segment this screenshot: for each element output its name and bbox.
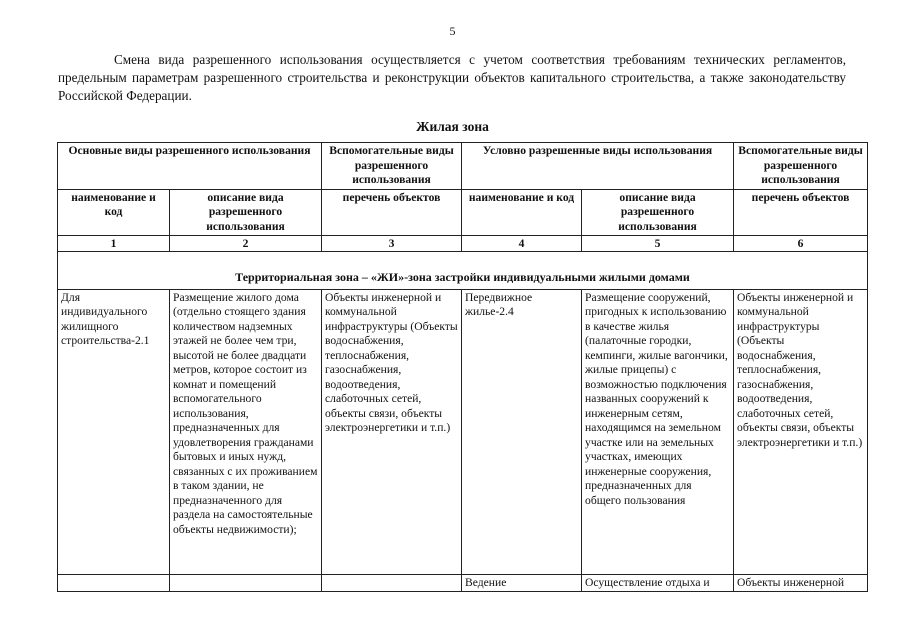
aux-objects-cell	[322, 574, 462, 591]
main-use-name-cell: Для индивидуального жилищного строительства-2.1	[58, 289, 170, 574]
subheader-cell: наименование и код	[58, 189, 170, 236]
subheader-cell: перечень объектов	[322, 189, 462, 236]
column-number: 4	[462, 236, 582, 252]
table-header-row	[58, 143, 868, 190]
main-use-name-cell	[58, 574, 170, 591]
table-row	[58, 289, 868, 574]
subheader-cell: описание вида разрешенного использования	[582, 189, 734, 236]
conditional-use-description-cell: Размещение сооружений, пригодных к использованию в качестве жилья (палаточные городки, кемпинги, жилые вагончики, жилые прицепы) с возможностью подключения названных сооружений к инженерным сетям, находящимся на земельном участке или на земельных участках, имеющих инженерные сооружения, предназначенных для общего пользования	[582, 289, 734, 574]
table-row	[58, 574, 868, 591]
zone-title: Территориальная зона – «ЖИ»-зона застройки индивидуальными жилыми домами	[58, 252, 868, 290]
main-use-description-cell	[170, 574, 322, 591]
conditional-use-name-cell: Ведение	[462, 574, 582, 591]
header-aux-uses-conditional: Вспомогательные виды разрешенного использования	[734, 143, 868, 190]
section-title: Жилая зона	[416, 119, 489, 134]
header-conditional-uses: Условно разрешенные виды использования	[462, 143, 734, 190]
conditional-aux-objects-cell: Объекты инженерной	[734, 574, 868, 591]
column-number: 1	[58, 236, 170, 252]
table-subheader-row	[58, 189, 868, 236]
page-number: 5	[449, 24, 456, 38]
column-number: 3	[322, 236, 462, 252]
main-use-description-cell: Размещение жилого дома (отдельно стоящего здания количеством надземных этажей не более чем три, высотой не более двадцати метров, которое состоит из комнат и помещений вспомогательного использования, предназначенных для удовлетворения гражданами бытовых и иных нужд, связанных с их проживанием в таком здании, не предназначенного для раздела на самостоятельные объекты недвижимости);	[170, 289, 322, 574]
aux-objects-cell: Объекты инженерной и коммунальной инфраструктуры (Объекты водоснабжения, теплоснабжения, газоснабжения, водоотведения, слаботочных сетей, объекты связи, объекты электроэнергетики и т.п.)	[322, 289, 462, 574]
conditional-use-name-cell: Передвижное жилье-2.4	[462, 289, 582, 574]
zoning-table	[57, 142, 868, 592]
column-number: 5	[582, 236, 734, 252]
column-number-row	[58, 236, 868, 252]
header-main-uses: Основные виды разрешенного использования	[58, 143, 322, 190]
subheader-cell: наименование и код	[462, 189, 582, 236]
subheader-cell: описание вида разрешенного использования	[170, 189, 322, 236]
conditional-aux-objects-cell: Объекты инженерной и коммунальной инфраструктуры (Объекты водоснабжения, теплоснабжения, газоснабжения, водоотведения, слаботочных сетей, объекты связи, объекты электроэнергетики и т.п.)	[734, 289, 868, 574]
intro-paragraph: Смена вида разрешенного использования осуществляется с учетом соответствия требованиям технических регламентов, предельным параметрам разрешенного строительства и реконструкции объектов капитального строительства, а также законодательству Российской Федерации.	[58, 52, 846, 103]
conditional-use-description-cell: Осуществление отдыха и	[582, 574, 734, 591]
column-number: 2	[170, 236, 322, 252]
column-number: 6	[734, 236, 868, 252]
header-aux-uses: Вспомогательные виды разрешенного использования	[322, 143, 462, 190]
zone-title-row	[58, 252, 868, 290]
subheader-cell: перечень объектов	[734, 189, 868, 236]
